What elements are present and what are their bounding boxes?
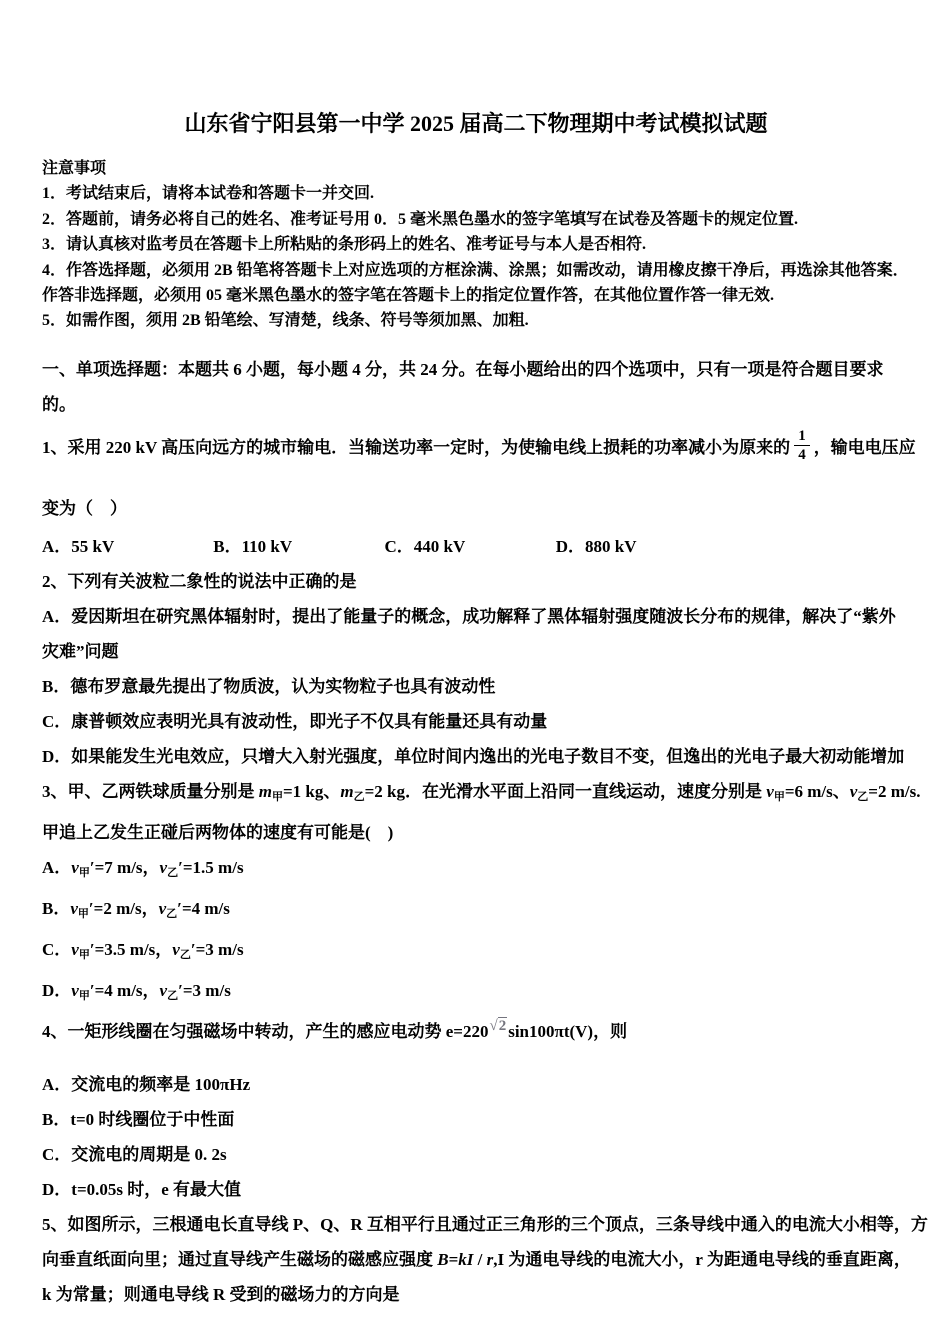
q1-option-d: D．880 kV [555,536,637,556]
notice-item-5: 5．如需作图，须用 2B 铅笔绘、写清楚，线条、符号等须加黑、加粗. [42,312,529,330]
notice-item-3: 3．请认真核对监考员在答题卡上所粘贴的条形码上的姓名、准考证号与本人是否相符. [42,236,647,254]
q4-option-d: D．t=0.05s 时，e 有最大值 [42,1179,242,1199]
q3-option-b: B．v甲′=2 m/s，v乙′=4 m/s [42,898,230,920]
q4-option-b: B．t=0 时线圈位于中性面 [42,1109,235,1129]
question-5-stem-line1: 5、如图所示，三根通电长直导线 P、Q、R 互相平行且通过正三角形的三个顶点，三条导线中通入的电流大小相等，方 [42,1214,928,1234]
notice-section [42,156,910,334]
q2-option-d: D．如果能发生光电效应，只增大入射光强度，单位时间内逸出的光电子数目不变，但逸出的光电子最大初动能增加 [42,746,905,766]
notice-item-2: 2．答题前，请务必将自己的姓名、准考证号用 0．5 毫米黑色墨水的签字笔填写在试卷及答题卡的规定位置. [42,210,799,228]
question-1-stem-line2: 变为（ ） [42,498,127,518]
question-1-stem: 1、采用 220 kV 高压向远方的城市输电．当输送功率一定时，为使输电线上损耗的功率减小为原来的 $\frac{1}{4}$ ，输电电压应 [42,427,916,464]
fraction: $\frac{1}{4}$ [794,428,810,464]
question-5-stem-line3: k 为常量；则通电导线 R 受到的磁场力的方向是 [42,1284,400,1304]
question-2-stem: 2、下列有关波粒二象性的说法中正确的是 [42,571,357,591]
q4-option-c: C．交流电的周期是 0. 2s [42,1144,227,1164]
radical: √2 [489,1017,507,1034]
question-3-stem-line2: 甲追上乙发生正碰后两物体的速度有可能是( ) [42,822,394,842]
section-1-heading: 一、单项选择题：本题共 6 小题，每小题 4 分，共 24 分。在每小题给出的四个选项中，只有一项是符合题目要求的。 [42,359,884,414]
q1-option-b: B．110 kV [213,536,293,556]
q3-option-a: A．v甲′=7 m/s，v乙′=1.5 m/s [42,857,244,879]
q2-option-c: C．康普顿效应表明光具有波动性，即光子不仅具有能量还具有动量 [42,711,548,731]
q1-option-c: C．440 kV [384,536,466,556]
exam-title: 山东省宁阳县第一中学 2025 届高二下物理期中考试模拟试题 [184,111,768,136]
notice-item-4: 4．作答选择题，必须用 2B 铅笔将答题卡上对应选项的方框涂满、涂黑；如需改动，请用橡皮擦干净后，再选涂其他答案．作答非选择题，必须用 05 毫米黑色墨水的签字笔在答题卡上的指定位置作答，在其他位置作答一律无效. [42,261,909,305]
q1-option-a: A．55 kV [42,536,115,556]
q3-option-c: C．v甲′=3.5 m/s，v乙′=3 m/s [42,939,244,961]
q2-option-b: B．德布罗意最先提出了物质波，认为实物粒子也具有波动性 [42,676,496,696]
q4-option-a: A．交流电的频率是 100πHz [42,1074,251,1094]
q3-option-d: D．v甲′=4 m/s，v乙′=3 m/s [42,980,231,1002]
question-1-options [42,529,910,564]
notice-item-1: 1．考试结束后，请将本试卷和答题卡一并交回. [42,185,375,203]
q2-option-a: A．爱因斯坦在研究黑体辐射时，提出了能量子的概念，成功解释了黑体辐射强度随波长分布的规律，解决了“紫外灾难”问题 [42,606,896,661]
question-4-stem: 4、一矩形线圈在匀强磁场中转动，产生的感应电动势 e=220√2 sin100πt(V)，则 [42,1017,628,1041]
question-5-stem-line2: 向垂直纸面向里；通过直导线产生磁场的磁感应强度 B=kI / r,I 为通电导线的电流大小，r 为距通电导线的垂直距离， [42,1249,911,1269]
notice-heading: 注意事项 [42,160,107,177]
question-3-stem-line1: 3、甲、乙两铁球质量分别是 m甲=1 kg、m乙=2 kg．在光滑水平面上沿同一直线运动，速度分别是 v甲=6 m/s、v乙=2 m/s. [42,781,921,803]
